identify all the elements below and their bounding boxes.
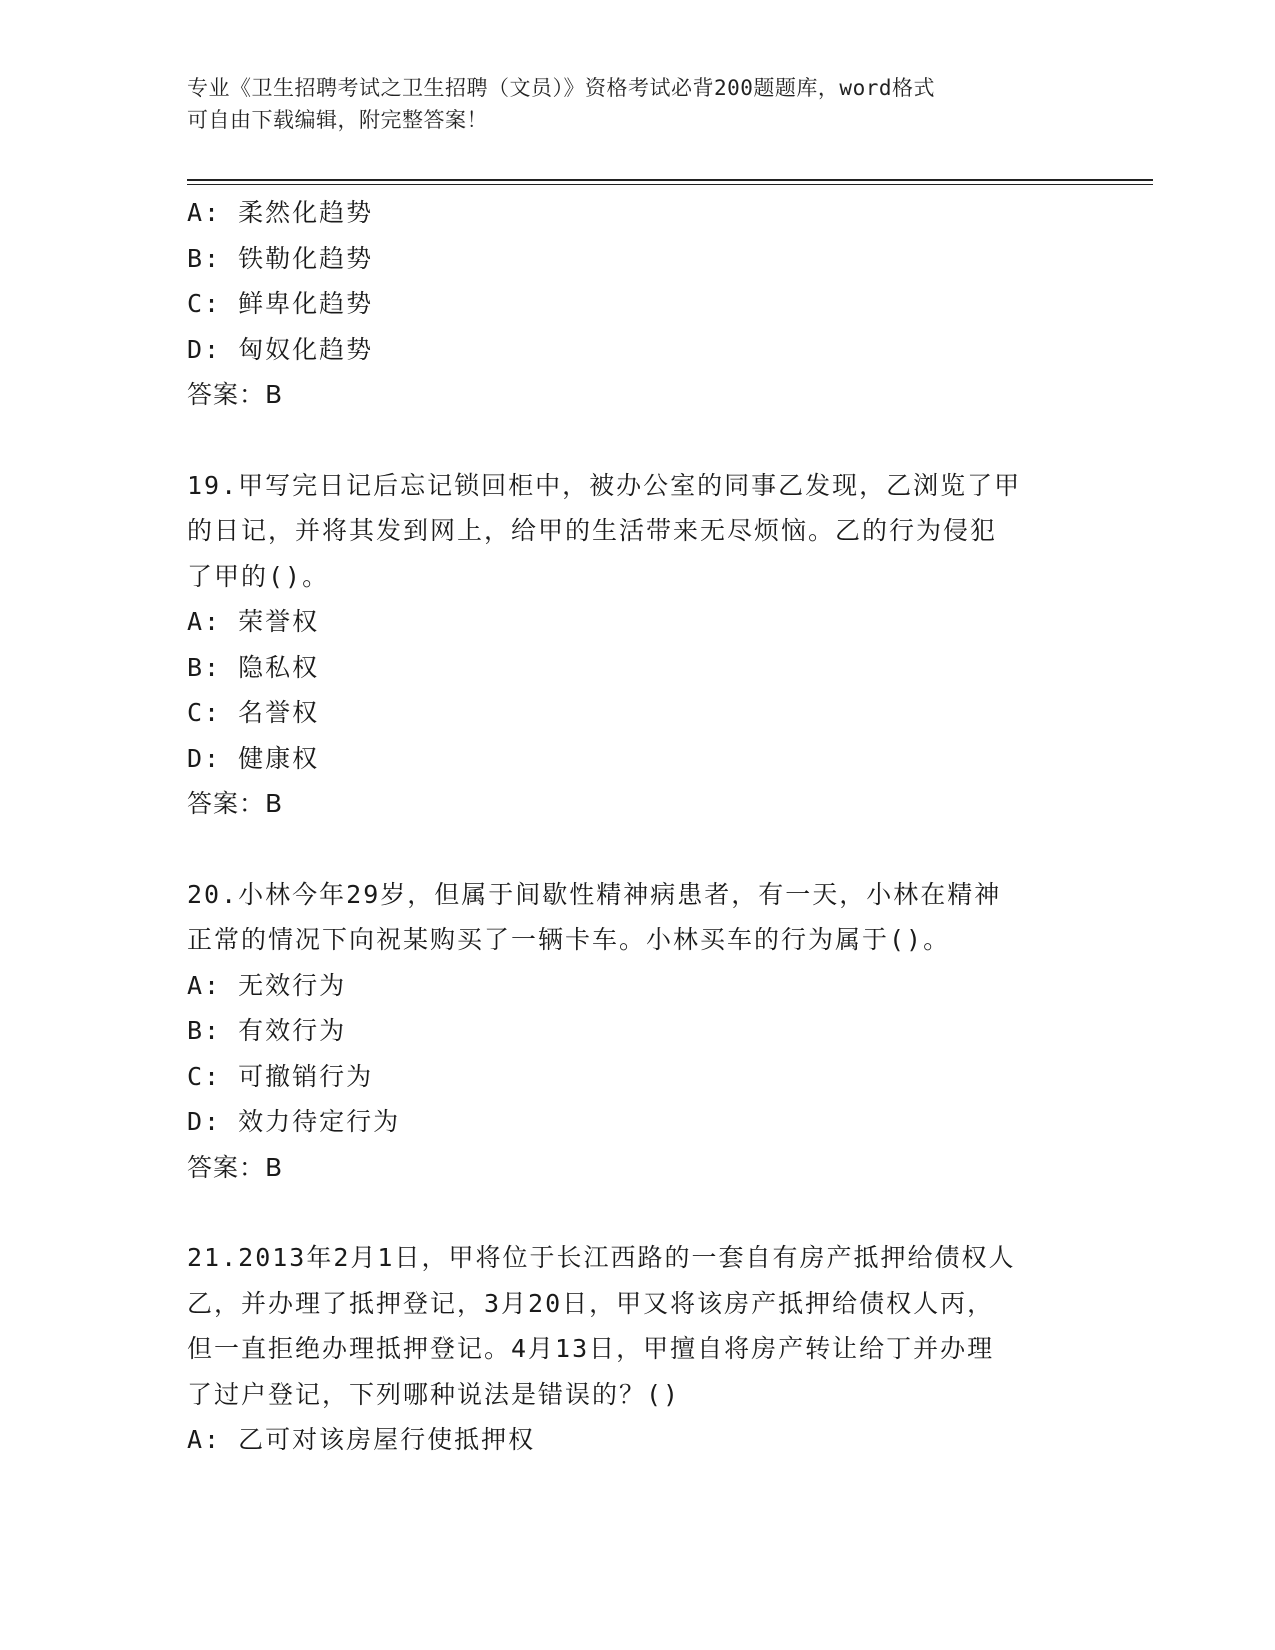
question-text-line: 正常的情况下向祝某购买了一辆卡车。小林买车的行为属于()。 [187, 925, 951, 954]
question-text-line: 了过户登记，下列哪种说法是错误的？() [187, 1379, 681, 1409]
header-line-2: 可自由下载编辑，附完整答案！ [187, 108, 488, 132]
option-d: D: 匈奴化趋势 [187, 334, 374, 364]
question-text-line: 19.甲写完日记后忘记锁回柜中，被办公室的同事乙发现，乙浏览了甲 [187, 470, 1022, 500]
answer-line: 答案：B [187, 380, 284, 409]
option-c: C: 鲜卑化趋势 [187, 289, 374, 318]
option-b: B: 铁勒化趋势 [187, 243, 374, 273]
option-a: A: 荣誉权 [187, 607, 320, 636]
option-b: B: 有效行为 [187, 1016, 347, 1045]
option-d: D: 健康权 [187, 743, 320, 773]
option-a: A: 乙可对该房屋行使抵押权 [187, 1425, 536, 1454]
answer-line: 答案：B [187, 789, 284, 818]
document-header [187, 72, 1067, 136]
question-text-line: 的日记，并将其发到网上，给甲的生活带来无尽烦恼。乙的行为侵犯 [187, 516, 998, 545]
question-text-line: 了甲的()。 [187, 561, 330, 591]
option-c: C: 可撤销行为 [187, 1061, 374, 1091]
question-block-19 [187, 463, 1087, 827]
header-divider-thin [187, 184, 1153, 185]
question-block-21 [187, 1235, 1087, 1463]
question-list [187, 190, 1087, 1463]
option-a: A: 柔然化趋势 [187, 198, 374, 227]
option-c: C: 名誉权 [187, 698, 320, 727]
question-text-line: 21.2013年2月1日，甲将位于长江西路的一套自有房产抵押给债权人 [187, 1243, 1016, 1272]
answer-line: 答案：B [187, 1152, 284, 1182]
question-block-20 [187, 872, 1087, 1191]
option-a: A: 无效行为 [187, 970, 347, 1000]
question-text-line: 但一直拒绝办理抵押登记。4月13日，甲擅自将房产转让给丁并办理 [187, 1334, 995, 1363]
option-b: B: 隐私权 [187, 652, 320, 682]
header-divider-thick [187, 179, 1153, 181]
question-block-18 [187, 190, 1087, 418]
question-text-line: 20.小林今年29岁，但属于间歇性精神病患者，有一天，小林在精神 [187, 879, 1002, 909]
header-line-1: 专业《卫生招聘考试之卫生招聘（文员）》资格考试必背200题题库，word格式 [187, 76, 935, 100]
question-text-line: 乙，并办理了抵押登记，3月20日，甲又将该房产抵押给债权人丙， [187, 1288, 995, 1318]
option-d: D: 效力待定行为 [187, 1107, 401, 1136]
